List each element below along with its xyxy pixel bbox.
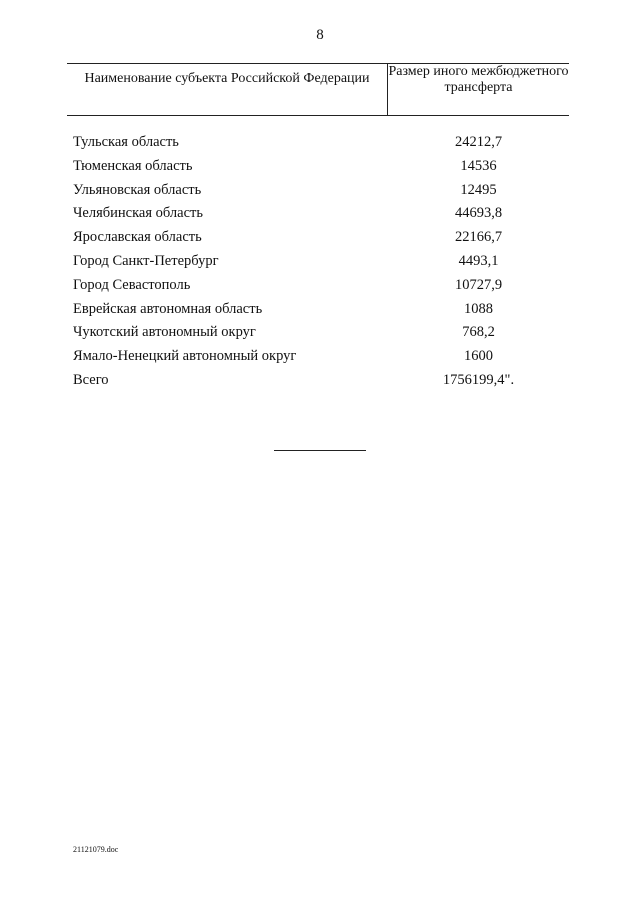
table-row (0, 155, 640, 179)
region-name-cell: Ямало-Ненецкий автономный округ (73, 348, 297, 365)
amount-cell: 22166,7 (454, 229, 503, 246)
document-file-id: 21121079.doc (73, 845, 119, 854)
amount-cell: 14536 (460, 157, 497, 174)
region-name-cell: Чукотский автономный округ (73, 324, 256, 341)
region-name-cell: Ярославская область (73, 229, 202, 246)
table-row (0, 345, 640, 369)
region-name-cell: Тульская область (73, 134, 179, 150)
table-row (0, 321, 640, 345)
table-row (0, 274, 640, 298)
column-header-region-name: Наименование субъекта Российской Федерации (84, 71, 370, 86)
table-row (0, 298, 640, 322)
total-amount-cell: 1756199,4". (442, 371, 515, 388)
region-name-cell: Тюменская область (73, 157, 193, 174)
region-name-cell: Город Севастополь (73, 276, 191, 293)
amount-cell: 10727,9 (454, 276, 503, 293)
column-header-transfer-amount: Размер иного межбюджетного трансферта (388, 64, 569, 95)
region-name-cell: Челябинская область (73, 205, 203, 222)
table-body (0, 131, 640, 393)
table-row (0, 226, 640, 250)
table-row (0, 179, 640, 203)
region-name-cell: Ульяновская область (73, 181, 202, 198)
table-row (0, 131, 640, 155)
amount-cell: 768,2 (462, 324, 495, 341)
amount-cell: 1088 (464, 300, 493, 317)
end-of-document-rule (274, 450, 366, 451)
page-number: 8 (316, 27, 324, 43)
table-row (0, 250, 640, 274)
table-header-bottom-rule (67, 115, 569, 116)
region-name-cell: Город Санкт-Петербург (73, 252, 219, 269)
amount-cell: 4493,1 (458, 252, 499, 269)
amount-cell: 1600 (464, 348, 493, 365)
amount-cell: 12495 (460, 181, 497, 198)
amount-cell: 24212,7 (454, 134, 503, 150)
region-name-cell: Еврейская автономная область (73, 300, 263, 317)
table-row (0, 202, 640, 226)
total-label-cell: Всего (73, 371, 109, 388)
amount-cell: 44693,8 (454, 205, 503, 222)
table-row-total (0, 369, 640, 393)
